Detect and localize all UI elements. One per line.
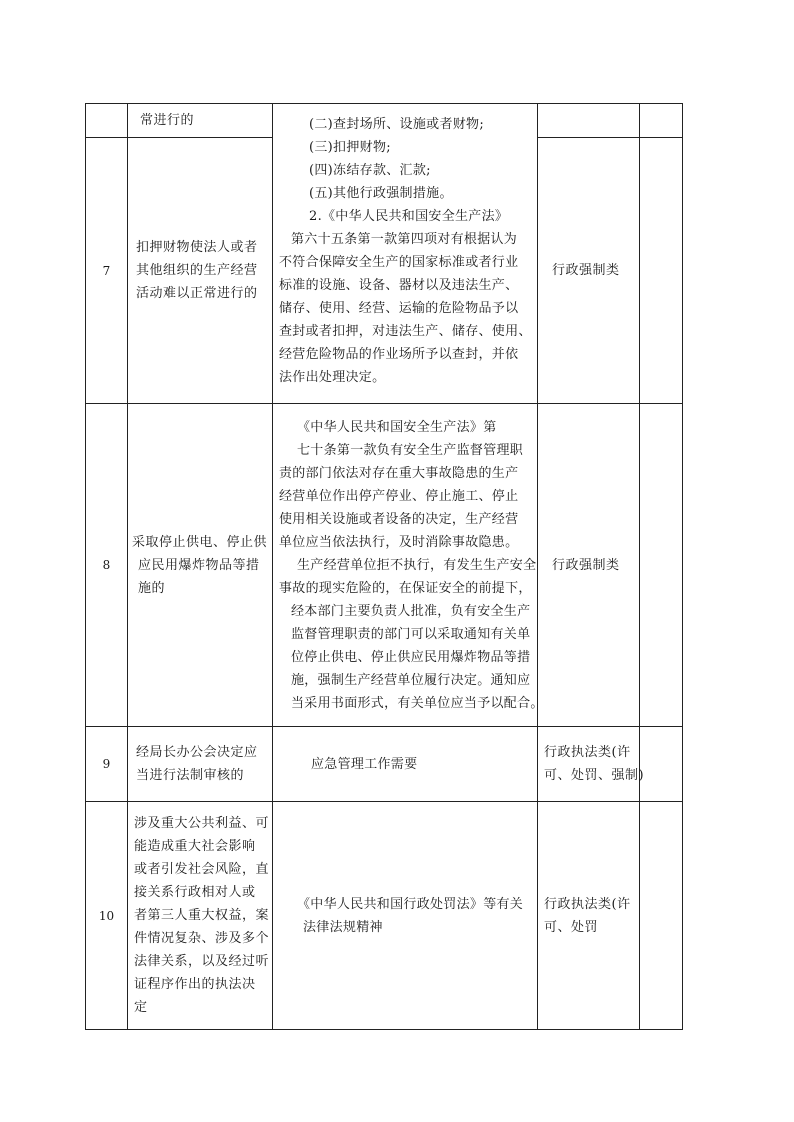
- table-row: [86, 802, 683, 1030]
- note-cell: [640, 104, 683, 138]
- basis-line: 事故的现实危险的，在保证安全的前提下，: [279, 580, 532, 596]
- basis-cell: [273, 104, 538, 404]
- basis-line: 责的部门依法对存在重大事故隐患的生产: [279, 465, 519, 481]
- item-line: 证程序作出的执法决: [134, 977, 256, 992]
- basis-line: 经营危险物品的作业场所予以查封，并依: [279, 347, 519, 362]
- item-line: 或者引发社会风险，直: [134, 862, 270, 877]
- note-cell: [640, 727, 683, 802]
- basis-line: 施，强制生产经营单位履行决定。通知应: [291, 672, 531, 688]
- note-cell: [640, 404, 683, 727]
- basis-line: 标准的设施、设备、器材以及违法生产、: [279, 278, 519, 293]
- table-row: [86, 104, 683, 138]
- basis-line: (四)冻结存款、汇款;: [309, 163, 431, 178]
- item-cell: [128, 138, 273, 404]
- category-cell: [538, 802, 640, 1030]
- item-line: 法律关系，以及经过听: [134, 954, 270, 969]
- basis-line: 《中华人民共和国行政处罚法》等有关: [297, 896, 524, 912]
- item-line: 者第三人重大权益，案: [134, 908, 270, 923]
- item-line: 其他组织的生产经营: [136, 263, 258, 278]
- item-line: 施的: [138, 580, 166, 596]
- basis-line: 应急管理工作需要: [311, 756, 418, 772]
- basis-line: 法作出处理决定。: [279, 370, 386, 385]
- note-cell: [640, 802, 683, 1030]
- row-number-cell: 7: [86, 138, 128, 404]
- row-number-cell: 10: [86, 802, 128, 1030]
- row-number-cell: [86, 104, 128, 138]
- item-line: 采取停止供电、停止供: [132, 534, 268, 550]
- category-line: 可、处罚、强制): [544, 768, 645, 783]
- category-line: 行政执法类(许: [544, 745, 631, 760]
- item-line: 件情况复杂、涉及多个: [134, 931, 270, 946]
- row-number-cell: 8: [86, 404, 128, 727]
- basis-line: (五)其他行政强制措施。: [309, 186, 453, 201]
- item-line: 经局长办公会决定应: [136, 745, 258, 760]
- basis-line: 第六十五条第一款第四项对有根据认为: [291, 232, 518, 247]
- basis-line: 生产经营单位拒不执行，有发生生产安全: [297, 557, 537, 573]
- table-row: [86, 404, 683, 727]
- basis-cell: [273, 727, 538, 802]
- category-line: 行政强制类: [552, 263, 620, 278]
- basis-line: 使用相关设施或者设备的决定，生产经营: [279, 511, 519, 527]
- basis-line: 储存、使用、经营、运输的危险物品予以: [279, 301, 519, 316]
- item-cell: [128, 802, 273, 1030]
- basis-line: 法律法规精神: [303, 919, 383, 935]
- category-line: 行政强制类: [552, 557, 620, 573]
- item-line: 定: [134, 1000, 148, 1015]
- item-line: 当进行法制审核的: [136, 768, 245, 783]
- basis-line: 不符合保障安全生产的国家标准或者行业: [279, 255, 519, 270]
- item-cell: [128, 404, 273, 727]
- note-cell: [640, 138, 683, 404]
- basis-line: 《中华人民共和国安全生产法》第: [297, 419, 497, 435]
- category-line: 行政执法类(许: [544, 896, 631, 912]
- category-cell: [538, 404, 640, 727]
- basis-line: 位停止供电、停止供应民用爆炸物品等措: [291, 649, 531, 665]
- basis-line: (三)扣押财物;: [309, 140, 391, 155]
- item-line: 接关系行政相对人或: [134, 885, 256, 900]
- basis-line: 经本部门主要负责人批准，负有安全生产: [291, 603, 531, 619]
- basis-line: 监督管理职责的部门可以采取通知有关单: [291, 626, 531, 642]
- basis-line: 当采用书面形式，有关单位应当予以配合。: [291, 695, 544, 711]
- item-cell: [128, 727, 273, 802]
- basis-cell: [273, 802, 538, 1030]
- item-line: 活动难以正常进行的: [136, 286, 258, 301]
- row-number-cell: 9: [86, 727, 128, 802]
- basis-line: (二)查封场所、设施或者财物;: [309, 117, 485, 132]
- basis-line: 单位应当依法执行，及时消除事故隐患。: [279, 534, 519, 550]
- category-cell: [538, 104, 640, 138]
- item-line: 能造成重大社会影响: [134, 839, 256, 854]
- basis-line: 经营单位作出停产停业、停止施工、停止: [279, 488, 519, 504]
- basis-line: 七十条第一款负有安全生产监督管理职: [297, 442, 524, 458]
- category-cell: [538, 727, 645, 802]
- item-cell: [128, 104, 273, 138]
- item-line: 涉及重大公共利益、可: [134, 816, 270, 831]
- basis-cell: [273, 404, 544, 727]
- item-line: 应民用爆炸物品等措: [138, 557, 260, 573]
- category-line: 可、处罚: [544, 919, 599, 935]
- table-row: [86, 727, 683, 802]
- basis-line: 2.《中华人民共和国安全生产法》: [309, 209, 509, 224]
- document-table: [85, 103, 683, 1030]
- category-cell: [538, 138, 640, 404]
- basis-line: 查封或者扣押，对违法生产、储存、使用、: [279, 324, 532, 339]
- item-line: 常进行的: [140, 113, 195, 128]
- item-line: 扣押财物使法人或者: [136, 240, 258, 255]
